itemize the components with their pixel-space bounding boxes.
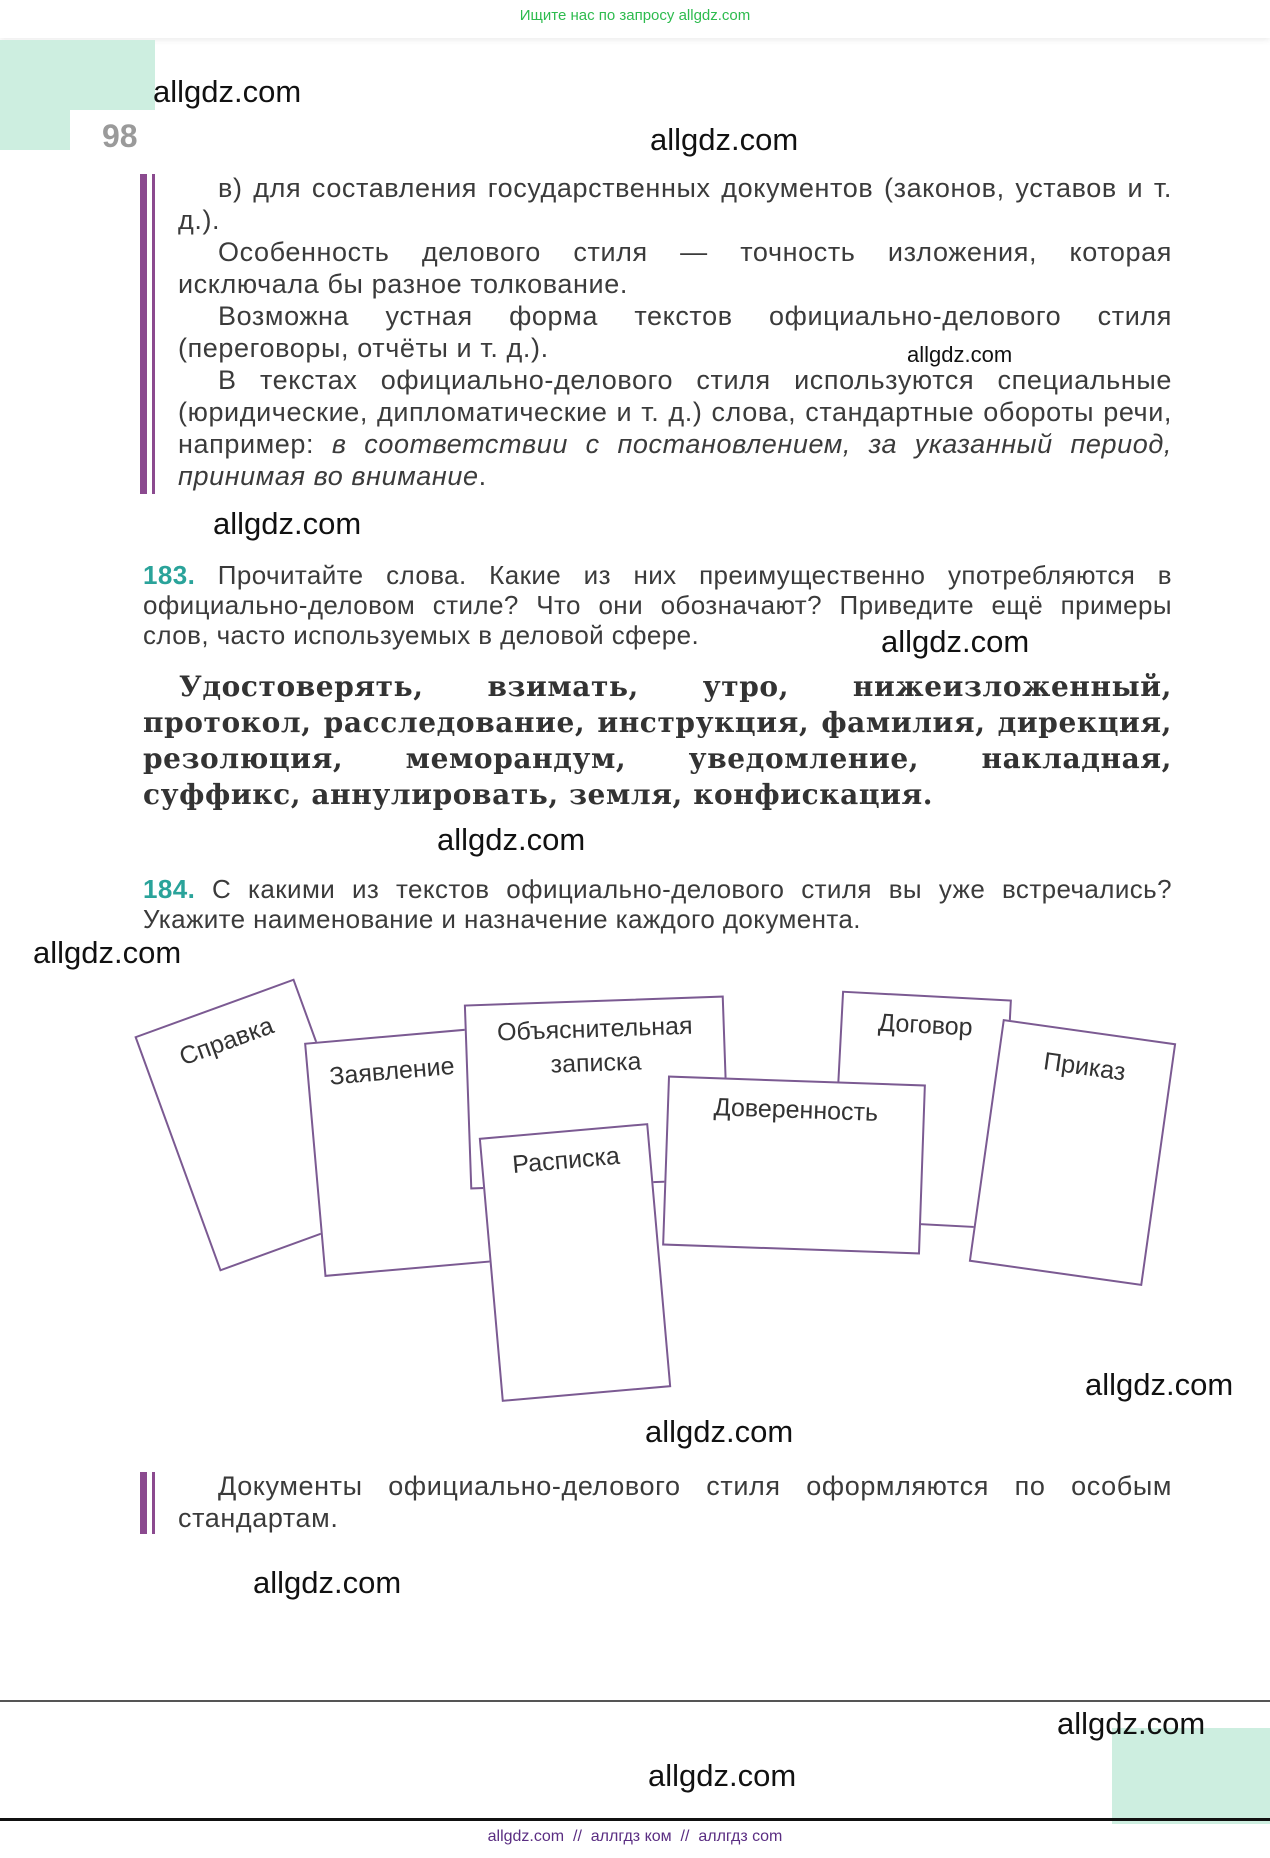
card-doverennost bbox=[662, 1076, 926, 1255]
watermark-2: allgdz.com bbox=[650, 122, 799, 157]
watermark-5: allgdz.com bbox=[881, 624, 1030, 659]
watermark-10: allgdz.com bbox=[253, 1565, 402, 1600]
task-183-text: Прочитайте слова. Какие из них преимущественно употребляются в официально-деловом стиле? Что они обозначают? Приведите ещё примеры слов, часто используемых в деловой сфере. bbox=[143, 560, 1172, 650]
task-184 bbox=[143, 874, 1172, 934]
card-raspiska bbox=[479, 1123, 671, 1402]
word-list bbox=[143, 669, 1172, 813]
watermark-1: allgdz.com bbox=[153, 74, 302, 109]
card-spravka-label: Справка bbox=[175, 1011, 278, 1072]
card-obyasnitelnaya-label-2: записка bbox=[550, 1047, 642, 1079]
corner-decoration-bottom bbox=[1112, 1728, 1270, 1824]
note-block bbox=[178, 1470, 1172, 1534]
page-number: 98 bbox=[102, 118, 138, 154]
watermark-12: allgdz.com bbox=[648, 1758, 797, 1793]
top-banner: Ищите нас по запросу allgdz.com bbox=[0, 0, 1270, 38]
card-zayavlenie-label: Заявление bbox=[328, 1051, 456, 1091]
task-number-184: 184. bbox=[143, 874, 196, 904]
watermark-4: allgdz.com bbox=[213, 506, 362, 541]
card-dogovor-label: Договор bbox=[877, 1008, 974, 1042]
watermark-11: allgdz.com bbox=[1057, 1706, 1206, 1741]
card-prikaz bbox=[969, 1019, 1176, 1286]
card-doverennost-label: Доверенность bbox=[713, 1093, 879, 1127]
task-number-183: 183. bbox=[143, 560, 196, 590]
task-184-text: С какими из текстов официально-делового стиля вы уже встречались? Укажите наименование и назначение каждого документа. bbox=[143, 874, 1172, 934]
card-obyasnitelnaya-label-1: Объяснительная bbox=[496, 1011, 693, 1047]
corner-decoration-top-strip bbox=[0, 40, 70, 150]
watermark-7: allgdz.com bbox=[33, 935, 182, 970]
theory-paragraph-4-text: В текстах официально-делового стиля используются специальные (юридические, дипломатические и т. д.) слова, стандартные обороты речи, например: bbox=[178, 365, 1172, 459]
watermark-3: allgdz.com bbox=[907, 342, 1013, 367]
footer-divider bbox=[0, 1818, 1270, 1821]
rule-bar-thick bbox=[140, 174, 147, 494]
theory-paragraph-1: в) для составления государственных документов (законов, уставов и т. д.). bbox=[178, 173, 1172, 235]
theory-paragraph-2: Особенность делового стиля — точность изложения, которая исключала бы разное толкование. bbox=[178, 237, 1172, 299]
note-bar-thick bbox=[140, 1472, 147, 1534]
theory-paragraph-3: Возможна устная форма текстов официально-делового стиля (переговоры, отчёты и т. д.). bbox=[178, 301, 1172, 363]
footer-links[interactable]: allgdz.com // аллгдз ком // аллгдз com bbox=[487, 1828, 783, 1845]
theory-examples: в соответствии с постановлением, за указанный период, принимая во внимание bbox=[178, 429, 1172, 491]
theory-block bbox=[178, 172, 1172, 492]
theory-paragraph-4 bbox=[178, 364, 1172, 492]
card-raspiska-label: Расписка bbox=[511, 1141, 621, 1180]
watermark-8: allgdz.com bbox=[1085, 1367, 1234, 1402]
page-divider bbox=[0, 1700, 1270, 1702]
word-list-text: Удостоверять, взимать, утро, нижеизложенный, протокол, расследование, инструкция, фамилия, дирекция, резолюция, меморандум, уведомление, накладная, суффикс, аннулировать, земля, конфискация. bbox=[143, 670, 1172, 811]
rule-bar-thin bbox=[152, 174, 155, 494]
card-prikaz-label: Приказ bbox=[1041, 1047, 1128, 1087]
watermark-9: allgdz.com bbox=[645, 1414, 794, 1449]
watermark-6: allgdz.com bbox=[437, 822, 586, 857]
theory-paragraph-4-end: . bbox=[478, 461, 487, 491]
note-bar-thin bbox=[152, 1472, 155, 1534]
note-text: Документы официально-делового стиля оформляются по особым стандартам. bbox=[178, 1471, 1172, 1533]
